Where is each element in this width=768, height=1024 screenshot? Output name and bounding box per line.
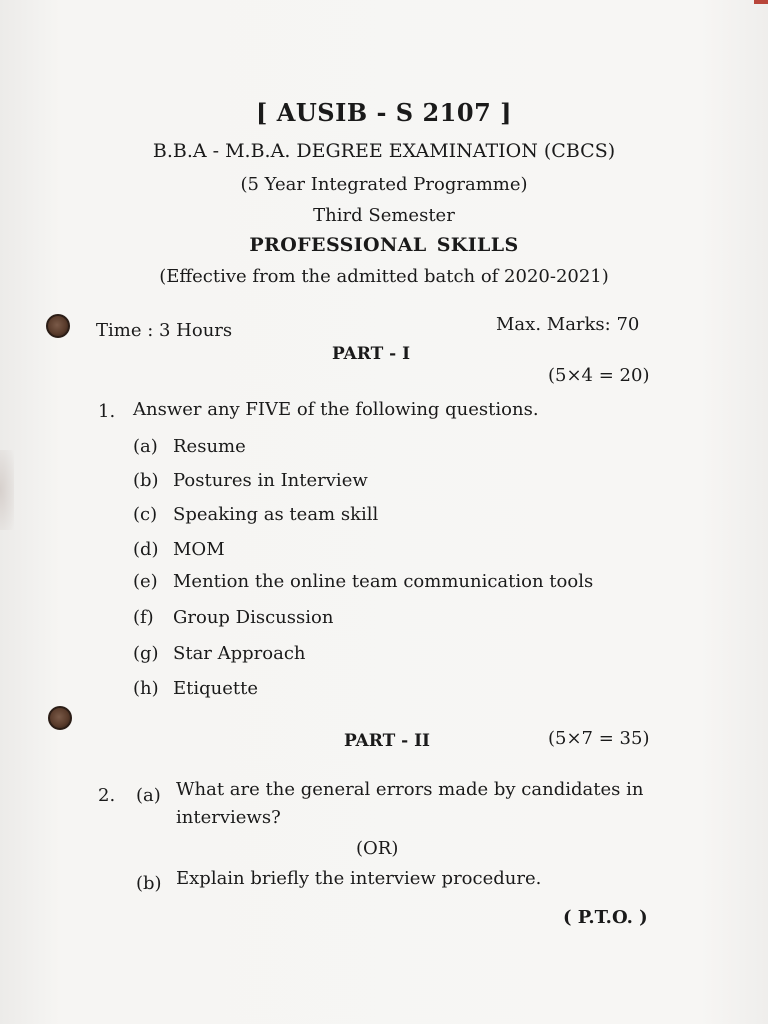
degree-title: B.B.A - M.B.A. DEGREE EXAMINATION (CBCS) (152, 140, 616, 162)
option-item (133, 607, 333, 628)
option-item (133, 504, 378, 525)
option-letter: (g) (133, 643, 159, 664)
option-item (133, 571, 593, 592)
option-letter: (a) (136, 785, 161, 806)
question-text: Explain briefly the interview procedure. (176, 868, 542, 889)
subject-title (0, 234, 768, 256)
option-letter: (b) (136, 873, 162, 894)
option-letter: (f) (133, 607, 154, 628)
subject-title-part: PROFESSIONAL (249, 234, 427, 256)
punch-hole (48, 706, 72, 730)
question-text: Answer any FIVE of the following questions. (133, 399, 539, 420)
question-number: 1. (98, 401, 116, 422)
option-text: Group Discussion (173, 607, 334, 628)
option-text: Mention the online team communication tools (173, 571, 594, 592)
question-number: 2. (98, 785, 116, 806)
question-text: What are the general errors made by candidates in interviews? (176, 779, 644, 828)
part-two-heading: PART - II (344, 731, 431, 751)
option-letter: (e) (133, 571, 158, 592)
punch-hole (46, 314, 70, 338)
option-item (133, 539, 225, 560)
page-edge-shadow (0, 450, 14, 530)
corner-mark (754, 0, 768, 4)
programme-title: (5 Year Integrated Programme) (240, 174, 528, 195)
semester-title: Third Semester (313, 205, 455, 226)
option-text: MOM (173, 539, 225, 560)
option-item (133, 678, 258, 699)
pto-note: ( P.T.O. ) (563, 907, 648, 928)
option-item (133, 470, 368, 491)
option-letter: (a) (133, 436, 158, 457)
option-text: Star Approach (173, 643, 306, 664)
option-letter: (d) (133, 539, 159, 560)
part-two-marks: (5×7 = 35) (548, 728, 650, 749)
option-item (133, 643, 306, 664)
option-text: Postures in Interview (173, 470, 368, 491)
option-text: Etiquette (173, 678, 259, 699)
subject-title-part: SKILLS (436, 234, 519, 256)
option-letter: (c) (133, 504, 158, 525)
part-one-heading: PART - I (332, 344, 411, 364)
exam-time: Time : 3 Hours (96, 320, 233, 341)
option-text: Speaking as team skill (173, 504, 379, 525)
paper-code: [ AUSIB - S 2107 ] (256, 98, 512, 127)
option-letter: (h) (133, 678, 159, 699)
or-separator: (OR) (356, 838, 399, 859)
max-marks: Max. Marks: 70 (496, 314, 640, 335)
option-letter: (b) (133, 470, 159, 491)
option-text: Resume (173, 436, 246, 457)
part-one-marks: (5×4 = 20) (548, 365, 650, 386)
effective-batch-note: (Effective from the admitted batch of 2020-2021) (159, 266, 609, 287)
option-item (133, 436, 246, 457)
